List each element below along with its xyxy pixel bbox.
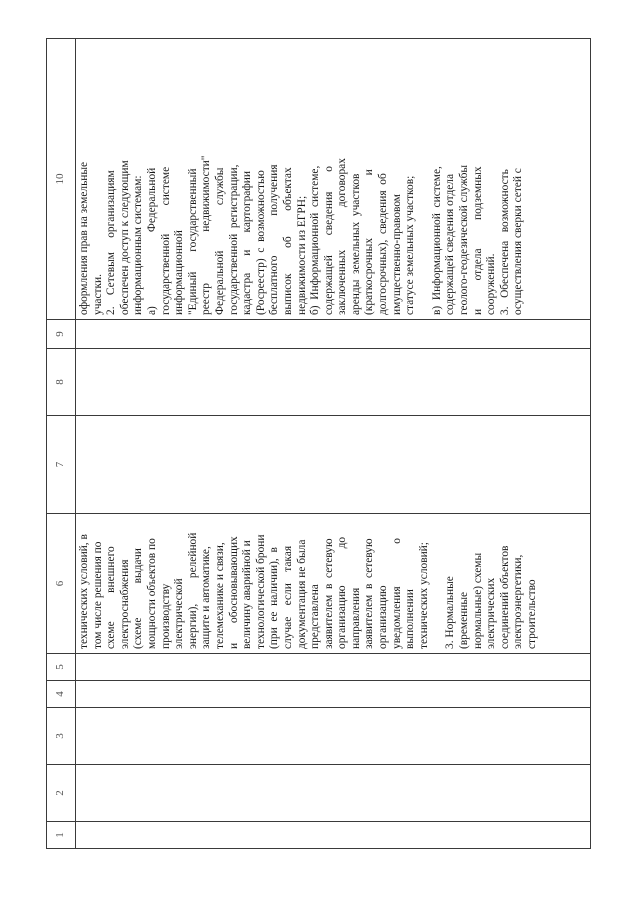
text-line: мощности объектов по xyxy=(145,538,158,649)
text-line: заявителем в сетевую xyxy=(363,538,376,649)
table-cell-col4 xyxy=(76,681,591,708)
text-line: б) Информационной системе, xyxy=(309,165,322,315)
text-line: (при ее наличии), в xyxy=(268,547,281,649)
text-line: 3. Нормальные xyxy=(444,576,457,649)
table-cell-col8 xyxy=(76,349,591,416)
text-line: информационным системам: xyxy=(132,175,145,315)
table-cell-col2 xyxy=(76,765,591,822)
text-line: случае если такая xyxy=(281,545,294,649)
text-line: электрической xyxy=(173,578,186,649)
text-line: и отдела подземных xyxy=(471,166,484,315)
text-line: содержащей сведения о xyxy=(322,166,335,315)
text-line: оформления прав на земельные xyxy=(78,161,90,315)
text-line: нормальные) схемы xyxy=(471,552,484,649)
col10-text-block-1 xyxy=(78,42,418,315)
column-header: 2 xyxy=(47,765,76,822)
text-line: том числе решения по xyxy=(91,541,104,649)
text-line: организацию xyxy=(377,585,390,649)
text-line: 2. Сетевым организациям xyxy=(105,170,118,315)
text-line: соединений объектов xyxy=(498,545,511,649)
text-line: недвижимости из ЕГРН; xyxy=(295,195,308,315)
text-line: производству xyxy=(159,583,172,649)
text-line: 3. Обеспечена возможность xyxy=(498,169,511,315)
text-line: кадастра и картографии xyxy=(241,171,254,315)
table-cell-col10 xyxy=(76,39,591,320)
table-cell-col7 xyxy=(76,416,591,514)
text-line: энергии), релейной xyxy=(186,532,199,649)
text-line: и обосновывающих xyxy=(227,536,240,649)
text-line: в) Информационной системе, xyxy=(430,166,443,315)
column-header: 1 xyxy=(47,822,76,849)
text-line: электроэнергетики, xyxy=(512,554,525,649)
text-line: реестр недвижимости" xyxy=(200,155,213,315)
text-line: а) Федеральной xyxy=(145,167,158,315)
text-line: геолого-геодезической службы xyxy=(458,164,471,315)
text-line: (схеме выдачи xyxy=(132,548,145,649)
text-line: аренды земельных участков xyxy=(349,173,362,315)
text-line: (Росреестр) с возможностью xyxy=(254,170,267,315)
data-table xyxy=(46,38,591,849)
table-cell-col1 xyxy=(76,822,591,849)
text-line: технических условий; xyxy=(417,542,430,649)
text-line: строительство xyxy=(526,579,538,649)
table-cell-col6 xyxy=(76,514,591,654)
text-line: выписок об объектах xyxy=(281,167,294,315)
text-line: осуществления сверки сетей с xyxy=(512,168,525,315)
text-line: организацию до xyxy=(336,536,349,649)
header-row xyxy=(47,39,76,849)
text-line: величину аварийной и xyxy=(241,540,254,649)
column-header: 10 xyxy=(47,39,76,320)
text-line: статусе земельных участков; xyxy=(404,175,417,315)
column-header: 6 xyxy=(47,514,76,654)
text-line: технических условий, в xyxy=(78,534,90,649)
text-line: электроснабжения xyxy=(118,559,131,649)
table-cell-col9 xyxy=(76,320,591,349)
column-header: 7 xyxy=(47,416,76,514)
text-line: документация не была xyxy=(295,539,308,649)
column-header: 9 xyxy=(47,320,76,349)
column-header: 8 xyxy=(47,349,76,416)
text-line: телемеханике и связи, xyxy=(213,542,226,649)
text-line: государственной системе xyxy=(159,166,172,315)
text-line: информационной xyxy=(173,230,186,315)
text-line: долгосрочных), сведения об xyxy=(377,173,390,315)
col10-text-block-2 xyxy=(431,42,526,315)
text-line: представлена xyxy=(309,584,322,649)
table-cell-col3 xyxy=(76,708,591,765)
text-line: выполнении xyxy=(404,589,417,649)
text-line: защите и автоматике, xyxy=(200,546,213,649)
text-line: участки. xyxy=(91,274,104,315)
column-header: 3 xyxy=(47,708,76,765)
col6-text-block-1 xyxy=(78,517,431,649)
text-line: (краткосрочных и xyxy=(363,169,376,315)
text-line: уведомления о xyxy=(390,538,403,649)
rotated-table-page xyxy=(46,39,591,849)
text-line: заключенных договорах xyxy=(336,158,349,315)
text-line: (временные xyxy=(458,591,471,649)
text-line: бесплатного получения xyxy=(268,164,281,315)
text-line: технологической брони xyxy=(254,534,267,649)
text-line: содержащей сведения отдела xyxy=(444,173,457,315)
col6-text-block-2 xyxy=(444,517,539,649)
text-line: "Единый государственный xyxy=(186,168,199,315)
text-line: схеме внешнего xyxy=(105,546,118,649)
text-line: заявителем в сетевую xyxy=(322,538,335,649)
column-header: 5 xyxy=(47,654,76,681)
column-header: 4 xyxy=(47,681,76,708)
table-cell-col5 xyxy=(76,654,591,681)
text-line: государственной регистрации, xyxy=(227,164,240,315)
text-line: Федеральной службы xyxy=(213,167,226,315)
text-line: электрических xyxy=(485,577,498,649)
text-line: имущественно-правовом xyxy=(390,193,403,315)
text-line: направления xyxy=(349,587,362,649)
text-line: сооружений. xyxy=(485,253,498,315)
text-line: обеспечен доступ к следующим xyxy=(118,160,131,315)
table-row xyxy=(76,39,591,849)
